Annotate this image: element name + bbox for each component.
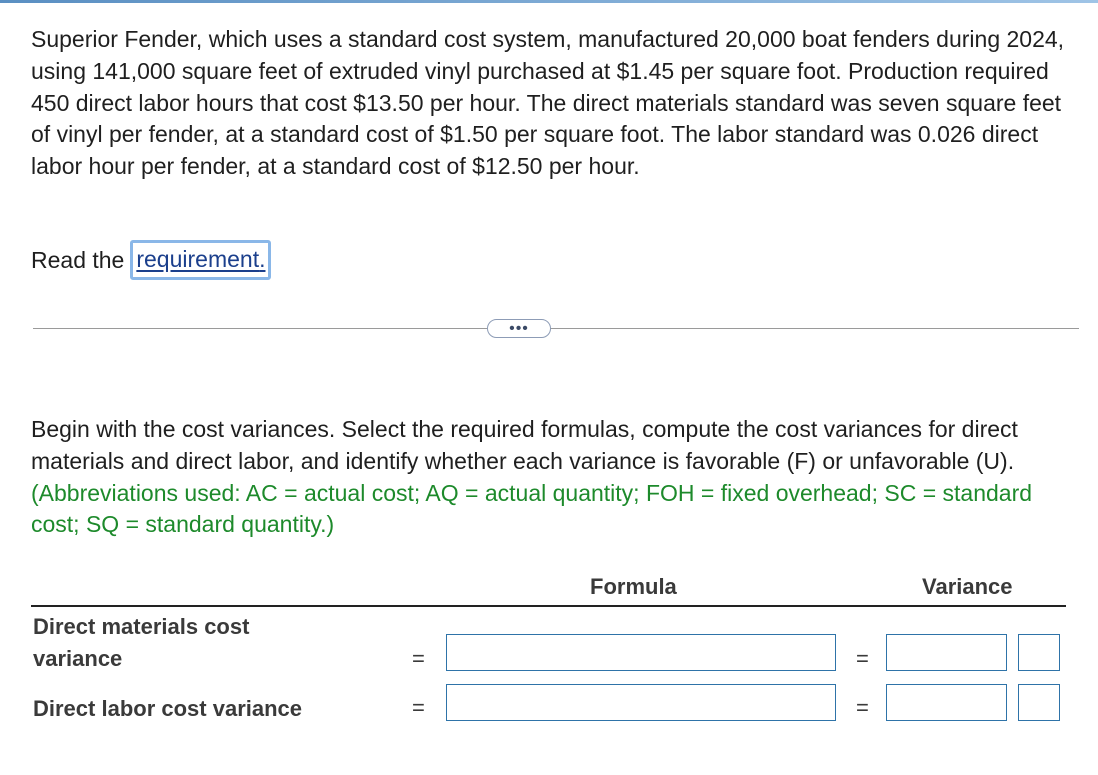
instructions-text bbox=[31, 414, 1071, 541]
variance-column-header: Variance bbox=[922, 574, 1013, 599]
labor-equals-sign: = bbox=[412, 695, 425, 720]
expand-more-button[interactable] bbox=[487, 319, 551, 338]
materials-variance-equals-sign: = bbox=[856, 646, 869, 671]
ellipsis-icon: ••• bbox=[509, 319, 529, 337]
materials-formula-input[interactable] bbox=[446, 634, 836, 671]
requirement-link-period: . bbox=[259, 246, 266, 272]
instructions-main: Begin with the cost variances. Select the required formulas, compute the cost variances for direct materials and direct labor, and identify whether each variance is favorable (F) or unfavorable (U). bbox=[31, 416, 1018, 474]
section-divider bbox=[33, 328, 1079, 329]
read-requirement-line bbox=[31, 240, 271, 280]
read-prefix: Read the bbox=[31, 246, 125, 273]
labor-variance-equals-sign: = bbox=[856, 695, 869, 720]
requirement-link[interactable] bbox=[130, 240, 271, 280]
materials-variance-input[interactable] bbox=[886, 634, 1007, 671]
materials-fu-select[interactable] bbox=[1018, 634, 1060, 671]
materials-variance-label: Direct materials cost variance bbox=[33, 614, 250, 671]
materials-equals-sign: = bbox=[412, 646, 425, 671]
formula-column-header: Formula bbox=[590, 574, 677, 599]
abbreviations-note: (Abbreviations used: AC = actual cost; AQ = actual quantity; FOH = fixed overhead; SC = standard cost; SQ = standard quantity.) bbox=[31, 479, 1033, 538]
requirement-link-label: requirement bbox=[136, 246, 260, 272]
labor-formula-input[interactable] bbox=[446, 684, 836, 721]
labor-fu-select[interactable] bbox=[1018, 684, 1060, 721]
top-accent-bar bbox=[0, 0, 1098, 3]
labor-variance-input[interactable] bbox=[886, 684, 1007, 721]
problem-statement: Superior Fender, which uses a standard cost system, manufactured 20,000 boat fenders during 2024, using 141,000 square feet of extruded vinyl purchased at $1.45 per square foot. Production required 450 direct labor hours that cost $13.50 per hour. The direct materials standard was seven square feet of vinyl per fender, at a standard cost of $1.50 per square foot. The labor standard was 0.026 direct labor hour per fender, at a standard cost of $12.50 per hour. bbox=[31, 26, 1065, 180]
table-header-rule bbox=[31, 605, 1066, 607]
labor-variance-label: Direct labor cost variance bbox=[33, 696, 303, 721]
